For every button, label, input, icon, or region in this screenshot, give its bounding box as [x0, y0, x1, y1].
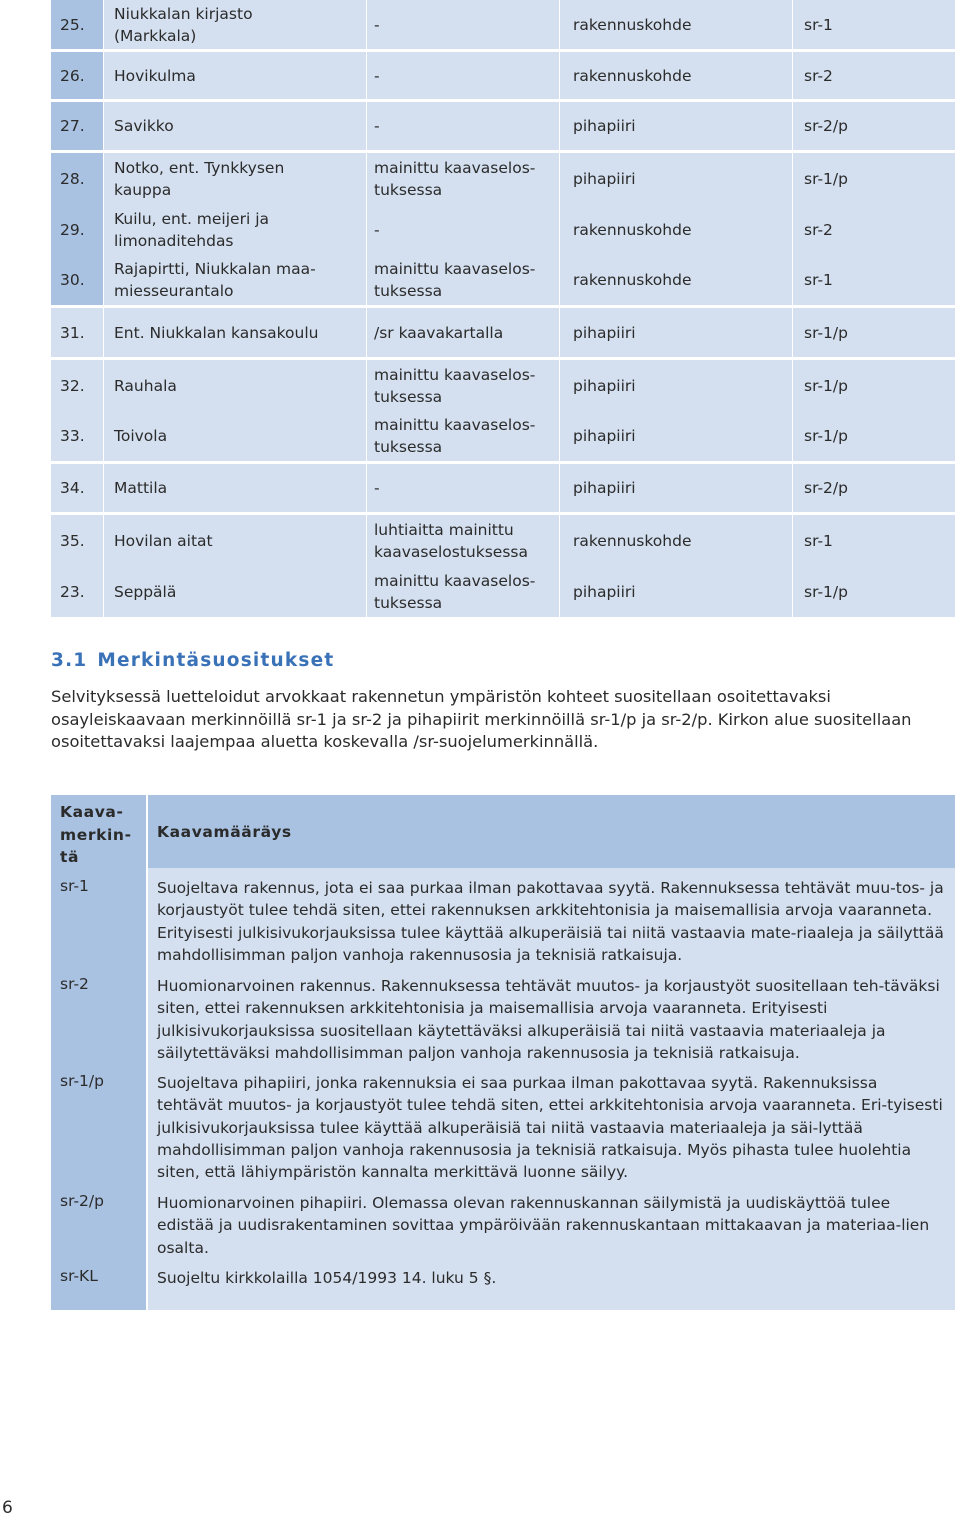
table-row — [51, 0, 955, 49]
site-type: pihapiiri — [560, 411, 793, 461]
regulation-text: Suojeltava rakennus, jota ei saa purkaa ilman pakottavaa syytä. Rakennuksessa tehtävät muu-tos- ja korjaustyöt tulee tehdä siten, ettei rakennuksen arkkitehtonisia ja maisemallisia arvoja vaaranneta. Erityisesti julkisivukorjauksissa tulee käyttää alkuperäisiä tai niitä vastaavia mate-riaaleja ja säilyttää mahdollisimman paljon vanhoja rakennusosia ja teknisiä ratkaisuja. — [157, 879, 944, 964]
site-info: - — [367, 0, 560, 49]
table-row — [51, 102, 955, 150]
site-name: Kuilu, ent. meijeri ja limonaditehdas — [104, 204, 367, 255]
site-marking: sr-1/p — [804, 582, 848, 601]
row-number: 33. — [51, 411, 104, 461]
row-number: 27. — [51, 102, 104, 150]
site-type: pihapiiri — [560, 102, 793, 150]
site-type: rakennuskohde — [560, 255, 793, 305]
row-number: 26. — [51, 52, 104, 99]
section-number: 3.1 — [51, 650, 88, 671]
heritage-sites-table — [51, 0, 955, 617]
regulation-code: sr-1/p — [60, 1072, 104, 1090]
site-name: Hovilan aitat — [104, 515, 367, 566]
site-type: pihapiiri — [560, 360, 793, 411]
page-number: 6 — [2, 1498, 13, 1518]
regulation-text: Huomionarvoinen rakennus. Rakennuksessa tehtävät muutos- ja korjaustyöt suositellaan teh-täväksi siten, ettei rakennuksen arkkitehtonisia ja maisemallisia arvoja vaaranneta. Erityisesti julkisivukorjauksissa suositellaan käytettäväksi alkuperäisiä tai niitä vastaavia materiaaleja ja säilytettäväksi mahdollisimman paljon vanhoja rakennusosia ja teknisiä ratkaisuja. — [157, 977, 940, 1062]
site-name: Notko, ent. Tynkkysen kauppa — [104, 153, 367, 204]
table-row — [51, 515, 955, 566]
site-name: Mattila — [104, 464, 367, 512]
table-row — [51, 464, 955, 512]
site-type: rakennuskohde — [560, 515, 793, 566]
row-number: 30. — [51, 255, 104, 305]
row-number: 35. — [51, 515, 104, 566]
row-number: 31. — [51, 308, 104, 357]
site-marking: sr-1/p — [804, 427, 848, 445]
row-number: 25. — [51, 0, 104, 49]
row-number: 32. — [51, 360, 104, 411]
table-row — [51, 308, 955, 357]
site-info: - — [367, 464, 560, 512]
regulation-code: sr-2/p — [60, 1192, 104, 1210]
section-heading — [51, 650, 334, 671]
header-code: Kaava-merkin-tä — [60, 803, 132, 866]
site-info: mainittu kaavaselos-tuksessa — [367, 360, 560, 411]
site-info: mainittu kaavaselos-tuksessa — [367, 566, 560, 617]
site-marking: sr-1/p — [804, 169, 848, 188]
regulation-text: Huomionarvoinen pihapiiri. Olemassa olevan rakennuskannan säilymistä ja uudiskäyttöä tulee edistää ja uudisrakentaminen sovittaa ympäröivään rakennuskantaan mittakaavan ja materiaa-lien osalta. — [157, 1194, 930, 1257]
header-regulation: Kaavamääräys — [157, 823, 292, 841]
site-marking: sr-1 — [804, 271, 833, 289]
site-marking: sr-2/p — [804, 479, 848, 497]
site-info: - — [367, 204, 560, 255]
site-type: pihapiiri — [560, 464, 793, 512]
site-name: Niukkalan kirjasto (Markkala) — [104, 0, 367, 49]
site-info: mainittu kaavaselos-tuksessa — [367, 255, 560, 305]
site-type: rakennuskohde — [560, 204, 793, 255]
table-row — [51, 566, 955, 617]
regulations-table — [51, 795, 955, 1310]
site-type: rakennuskohde — [560, 52, 793, 99]
site-type: rakennuskohde — [560, 0, 793, 49]
table-row — [51, 204, 955, 255]
site-name: Rauhala — [104, 360, 367, 411]
row-number: 23. — [51, 566, 104, 617]
regulation-code: sr-1 — [60, 877, 89, 895]
row-number: 28. — [51, 153, 104, 204]
site-name: Seppälä — [104, 566, 367, 617]
site-marking: sr-1 — [804, 531, 833, 550]
site-name: Rajapirtti, Niukkalan maa-miesseurantalo — [104, 255, 367, 305]
table-row — [51, 411, 955, 461]
site-type: pihapiiri — [560, 153, 793, 204]
site-marking: sr-2/p — [804, 117, 848, 135]
site-info: - — [367, 52, 560, 99]
site-marking: sr-2 — [804, 66, 833, 85]
site-marking: sr-1/p — [804, 323, 848, 342]
site-name: Savikko — [104, 102, 367, 150]
table-row — [51, 52, 955, 99]
site-name: Ent. Niukkalan kansakoulu — [104, 308, 367, 357]
table-row — [51, 255, 955, 305]
site-marking: sr-2 — [804, 220, 833, 239]
site-marking: sr-1 — [804, 15, 833, 34]
regulation-text: Suojeltu kirkkolailla 1054/1993 14. luku 5 §. — [157, 1269, 497, 1287]
section-title: Merkintäsuositukset — [97, 650, 335, 671]
table-row — [51, 360, 955, 411]
site-info: mainittu kaavaselos-tuksessa — [367, 411, 560, 461]
table-row — [51, 153, 955, 204]
section-paragraph: Selvityksessä luetteloidut arvokkaat rakennetun ympäristön kohteet suositellaan osoitettavaksi osayleiskaavaan merkinnöillä sr-1 ja sr-2 ja pihapiirit merkinnöillä sr-1/p ja sr-2/p. Kirkon alue suositellaan osoitettavaksi laajempaa aluetta koskevalla /sr-suojelumerkinnällä. — [51, 687, 912, 751]
regulation-text: Suojeltava pihapiiri, jonka rakennuksia ei saa purkaa ilman pakottavaa syytä. Rakennuksissa tehtävät muutos- ja korjaustyöt tulee tehdä siten, ettei arkkitehtonisia arvoja vaaranneta. Eri-tyisesti julkisivukorjauksissa tulee käyttää alkuperäisiä tai niitä vastaavia materiaaleja ja säi-lyttää mahdollisimman paljon vanhoja rakennusosia ja teknisiä ratkaisuja. Myös pihasta tulee huolehtia siten, että lähiympäristön kannalta merkittävä luonne säilyy. — [157, 1074, 943, 1182]
site-marking: sr-1/p — [804, 376, 848, 395]
regulation-code: sr-2 — [60, 975, 89, 993]
site-name: Hovikulma — [104, 52, 367, 99]
site-info: - — [367, 102, 560, 150]
site-info: /sr kaavakartalla — [367, 308, 560, 357]
site-name: Toivola — [104, 411, 367, 461]
row-number: 29. — [51, 204, 104, 255]
site-type: pihapiiri — [560, 566, 793, 617]
row-number: 34. — [51, 464, 104, 512]
site-info: luhtiaitta mainittu kaavaselostuksessa — [367, 515, 560, 566]
site-type: pihapiiri — [560, 308, 793, 357]
regulation-code: sr-KL — [60, 1267, 98, 1285]
site-info: mainittu kaavaselos-tuksessa — [367, 153, 560, 204]
